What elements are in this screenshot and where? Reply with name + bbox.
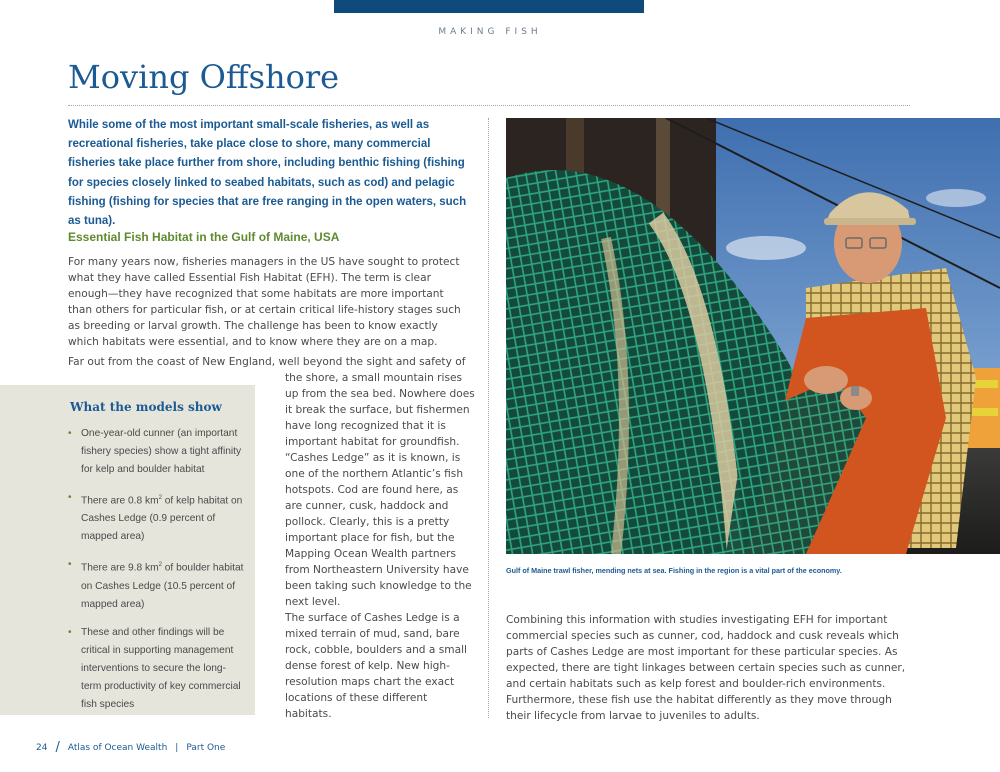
list-item-text-end: of kelp habitat on Cashes Ledge (0.9 percent of mapped area) [81,495,243,543]
intro-paragraph: While some of the most important small-scale fisheries, as well as recreational fisheries, take place close to shore, many commercial fisheries take place further from shore, including benthic fishing (fishing for species closely linked to seabed habitats, such as cod) and pelagic fishing (fishing for species that are free ranging in the open waters, such as tuna). [68,119,467,228]
body-paragraph-1: For many years now, fisheries managers in the US have sought to protect what they have called Essential Fish Habitat (EFH). The term is clear enough—they have recognized that some habitats are more important than others for particular fish, or at certain critical life-history stages such as breeding or larval growth. The challenge has been to know exactly which habitats were essential, and to know where they are on a map. [68,256,461,348]
publication-part: Part One [186,742,226,753]
list-item [68,624,246,714]
sidebar-title: What the models show [70,400,222,414]
footer-separator: | [175,742,179,753]
bullet-icon: • [68,428,72,439]
sidebar-box [0,385,255,715]
list-item-text-start: There are 0.8 km [81,495,159,507]
list-item-text-start: There are 9.8 km [81,562,159,574]
column-divider [488,118,489,718]
publication-title: Atlas of Ocean Wealth [67,742,168,753]
list-item-text-end: of boulder habitat on Cashes Ledge (10.5 percent of mapped area) [81,562,244,610]
body-paragraph-4: Combining this information with studies investigating EFH for important commercial species such as cunner, cod, haddock and cusk reveals which parts of Cashes Ledge are most important for these particular species. As expected, there are tight linkages between certain species such as cunner, and certain habitats such as kelp forest and boulder-rich environments. Furthermore, these fish use the habitat differently as they move through their lifecycle from larvae to juveniles to adults. [506,614,906,722]
title-divider [68,105,910,106]
footer-slash: / [55,740,60,755]
page-number: 24 [36,742,48,753]
fisherman-photo [506,118,1000,554]
list-item [68,556,246,613]
body-paragraph-2-continued: the shore, a small mountain rises up from the sea bed. Nowhere does it break the surface, but fishermen have long recognized that it is important habitat for groundfish. “Cashes Ledge” as it is known, is one of the northern Atlantic’s fish hotspots. Cod are found here, as are cunner, cusk, haddock and pollock. Clearly, this is a pretty important place for fish, but the Mapping Ocean Wealth partners from Northeastern University have been taking such knowledge to the next level. [285,372,475,608]
list-item [68,425,246,479]
superscript: 2 [158,495,162,501]
header-accent-bar [334,0,644,13]
page-title: Moving Offshore [68,58,340,96]
superscript: 2 [158,562,162,569]
bullet-icon: • [68,492,72,503]
section-label: MAKING FISH [438,27,542,37]
photo-caption: Gulf of Maine trawl fisher, mending nets at sea. Fishing in the region is a vital part of the economy. [506,566,842,575]
page-footer [36,740,225,755]
body-paragraph-3: The surface of Cashes Ledge is a mixed terrain of mud, sand, bare rock, cobble, boulders and a small dense forest of kelp. New high-resolution maps chart the exact locations of these different habitats. [285,612,467,720]
bullet-icon: • [68,559,72,571]
list-item-text: One-year-old cunner (an important fishery species) show a tight affinity for kelp and boulder habitat [81,428,242,475]
bullet-icon: • [68,626,72,638]
list-item-text: These and other findings will be critical in supporting management interventions to secure the long-term productivity of key commercial fish species [81,626,241,710]
list-item [68,489,246,546]
sidebar-list [68,425,246,724]
body-paragraph-2-lead: Far out from the coast of New England, well beyond the sight and safety of [68,356,466,368]
section-subhead: Essential Fish Habitat in the Gulf of Maine, USA [68,230,340,244]
